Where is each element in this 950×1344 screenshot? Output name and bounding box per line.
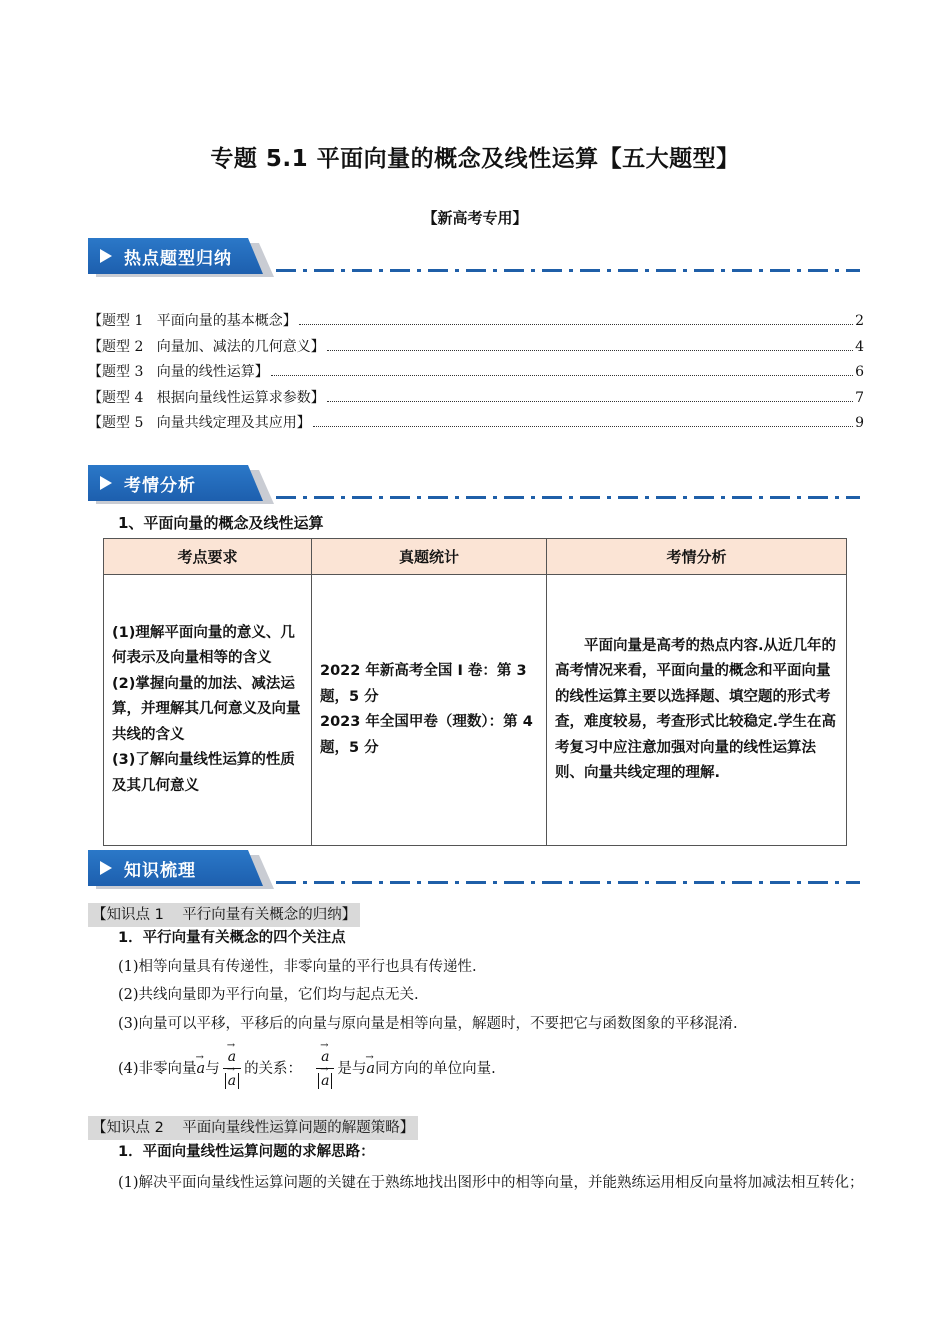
text-fragment: 是与 [337,1061,367,1077]
vector-a: → a [321,1047,329,1067]
kp1-subheading: 1．平行向量有关概念的四个关注点 [118,930,346,946]
table-header: 真题统计 [312,539,547,575]
table-header-row [104,539,847,575]
requirement-item: (2)掌握向量的加法、减法运算，并理解其几何意义及向量共线的含义 [112,675,301,743]
banner-hot-topics [88,238,868,278]
banner-exam-analysis [88,465,868,505]
vector-a: → a [197,1059,206,1079]
unit-vector-fraction [223,1047,241,1091]
banner-label: 知识梳理 [124,861,196,881]
play-triangle-icon [100,249,112,263]
toc-item[interactable] [88,387,864,413]
play-triangle-icon [100,476,112,490]
banner-knowledge [88,850,868,890]
toc-label: 【题型 1 平面向量的基本概念】 [88,313,297,329]
toc-page: 4 [855,338,864,355]
toc-leader [313,426,853,427]
requirements-cell [104,575,312,846]
toc-label: 【题型 5 向量共线定理及其应用】 [88,415,311,431]
text-fragment: 同方向的单位向量. [375,1061,496,1077]
analysis-cell [547,575,847,846]
unit-vector-fraction [316,1047,334,1091]
text-fragment: 的关系： [244,1061,303,1077]
text-fragment: 与 [205,1061,220,1077]
table-row [104,575,847,846]
exam-section-title: 1、平面向量的概念及线性运算 [118,514,324,532]
knowledge-point-2-title: 【知识点 2 平面向量线性运算问题的解题策略】 [88,1116,418,1140]
toc-page: 6 [855,364,864,380]
analysis-text: 平面向量是高考的热点内容.从近几年的高考情况来看，平面向量的概念和平面向量的线性运算主要以选择题、填空题的形式考查，难度较易，考查形式比较稳定.学生在高考复习中应注意加强对向量的线性运算法则、向量共线定理的理解. [555,637,837,781]
kp2-paragraph: (1)解决平面向量线性运算问题的关键在于熟练地找出图形中的相等向量，并能熟练运用相反向量将加减法相互转化； [118,1175,864,1191]
dash-divider [276,496,860,499]
toc-leader [327,350,853,351]
kp1-item-4 [118,1044,496,1094]
toc-item[interactable] [88,361,864,387]
kp1-item: (3)向量可以平移，平移后的向量与原向量是相等向量，解题时，不要把它与函数图象的平移混淆. [118,1016,738,1032]
play-triangle-icon [100,861,112,875]
requirement-item: (1)理解平面向量的意义、几何表示及向量相等的含义 [112,624,295,667]
toc-page: 7 [855,389,864,406]
page-title: 专题 5.1 平面向量的概念及线性运算【五大题型】 [210,146,740,172]
banner-label: 热点题型归纳 [124,249,232,269]
kp1-item: (2)共线向量即为平行向量，它们均与起点无关. [118,987,419,1003]
page-subtitle: 【新高考专用】 [422,209,528,227]
dash-divider [276,269,860,272]
statistic-item: 2022 年新高考全国 I 卷：第 3 题，5 分 [320,663,527,705]
vector-a: → a [366,1059,375,1079]
text-fragment: (4)非零向量 [118,1061,197,1077]
toc-item[interactable] [88,412,864,438]
kp2-subheading: 1．平面向量线性运算问题的求解思路： [118,1144,375,1160]
statistic-item: 2023 年全国甲卷（理数）：第 4 题，5 分 [320,714,533,756]
dash-divider [276,881,860,884]
kp1-item: (1)相等向量具有传递性，非零向量的平行也具有传递性. [118,959,477,975]
table-of-contents [88,310,864,438]
toc-leader [299,324,853,325]
table-header: 考情分析 [547,539,847,575]
banner-label: 考情分析 [124,476,196,496]
vector-a: → a [228,1047,236,1067]
table-header: 考点要求 [104,539,312,575]
toc-label: 【题型 4 根据向量线性运算求参数】 [88,389,325,406]
knowledge-point-1-title: 【知识点 1 平行向量有关概念的归纳】 [88,903,360,927]
toc-leader [327,401,853,402]
toc-leader [271,375,853,376]
exam-analysis-table [103,538,847,846]
toc-page: 9 [855,415,864,431]
requirement-item: (3)了解向量线性运算的性质及其几何意义 [112,752,295,794]
vector-a: → a [321,1071,329,1091]
toc-item[interactable] [88,310,864,336]
statistics-cell [312,575,547,846]
toc-label: 【题型 2 向量加、减法的几何意义】 [88,338,325,355]
toc-item[interactable] [88,336,864,362]
toc-label: 【题型 3 向量的线性运算】 [88,364,269,380]
toc-page: 2 [855,313,864,329]
vector-a: → a [228,1071,236,1091]
